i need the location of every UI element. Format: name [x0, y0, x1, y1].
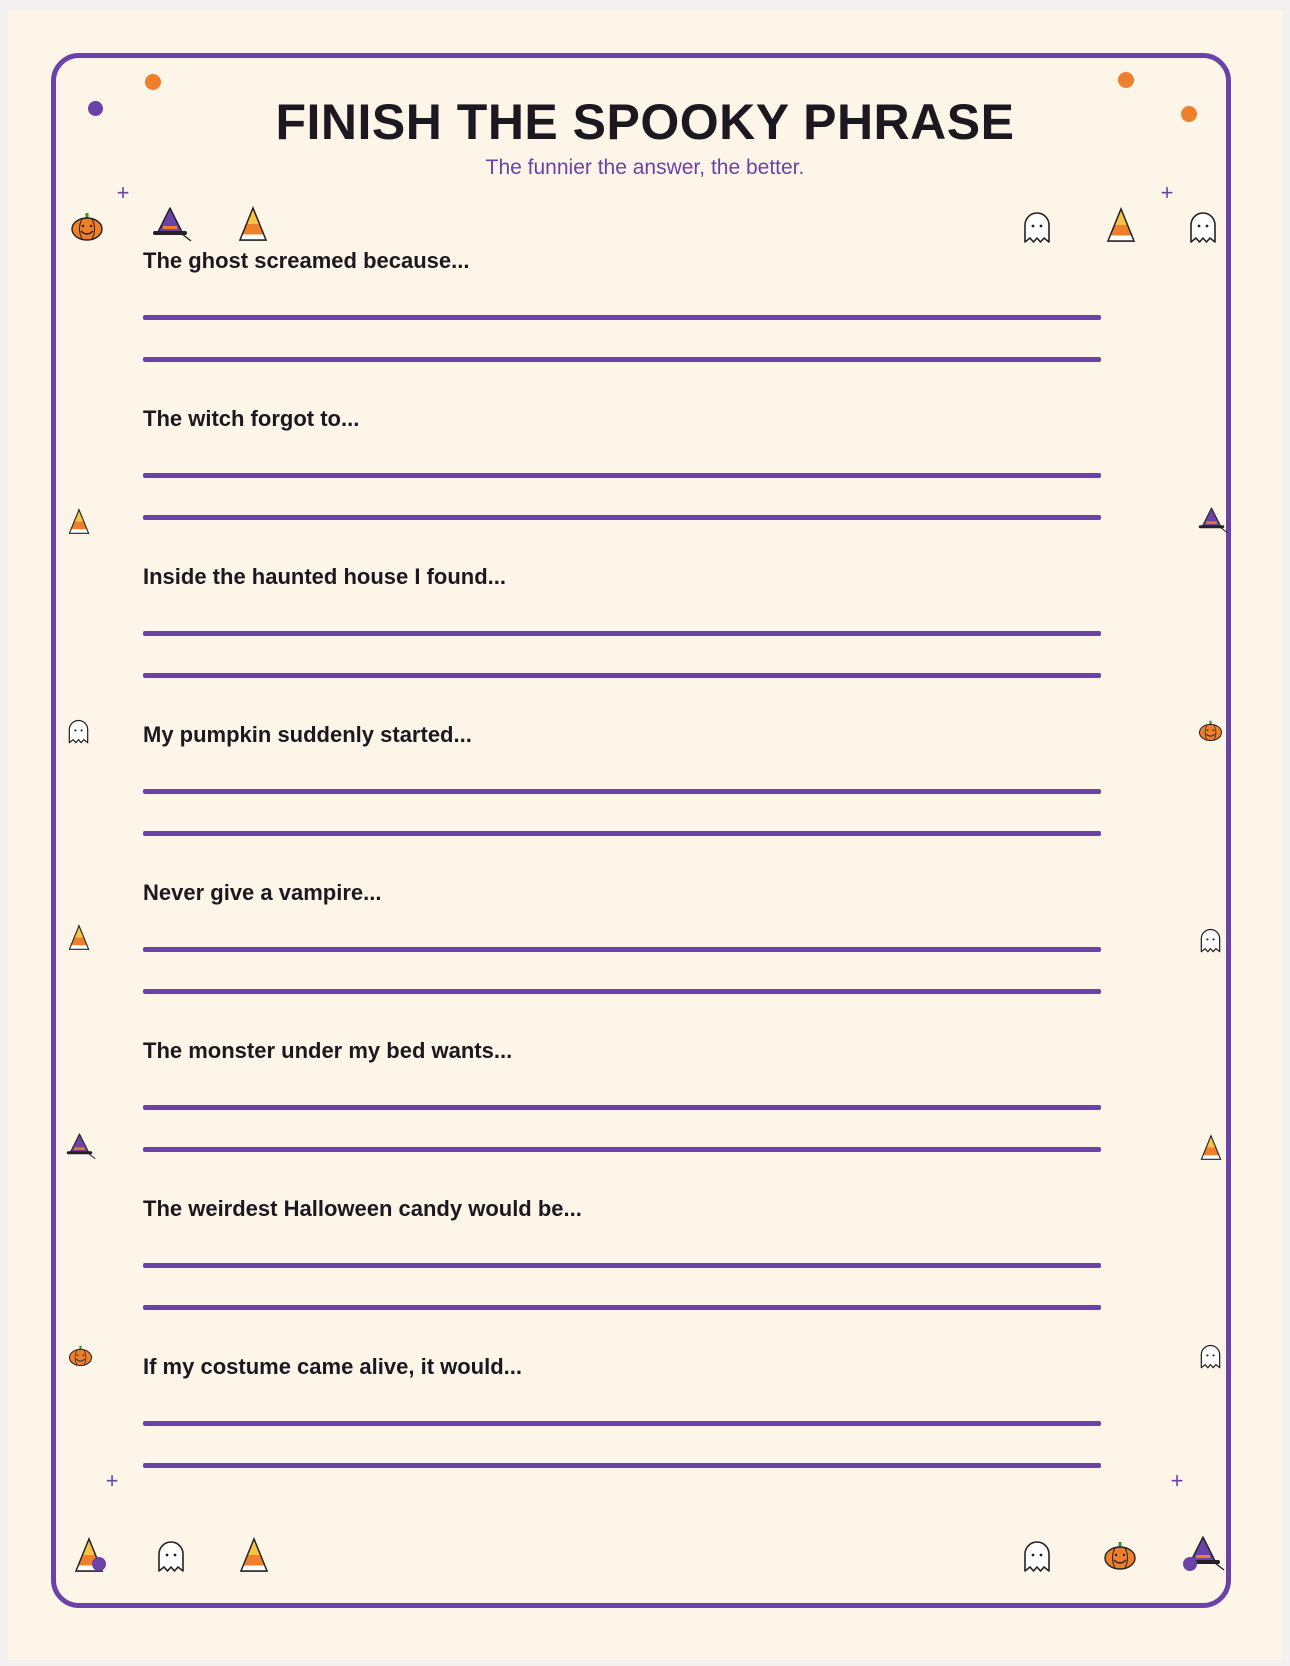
prompt-text: The witch forgot to...: [143, 406, 360, 431]
answer-line[interactable]: [143, 789, 1101, 794]
pumpkin-icon: [1198, 720, 1223, 747]
answer-line[interactable]: [143, 1305, 1101, 1310]
prompt-text: The ghost screamed because...: [143, 248, 470, 273]
answer-line[interactable]: [143, 947, 1101, 952]
answer-line[interactable]: [143, 473, 1101, 478]
sparkle-icon: +: [105, 1468, 119, 1493]
prompt-item: [0, 1354, 1290, 1514]
sparkle-icon: +: [116, 180, 130, 205]
ghost-icon: [67, 719, 90, 750]
prompt-text: Never give a vampire...: [143, 880, 382, 905]
pumpkin-icon: [68, 1345, 93, 1372]
prompt-text: Inside the haunted house I found...: [143, 564, 506, 589]
answer-line[interactable]: [143, 989, 1101, 994]
prompt-item: [0, 406, 1290, 566]
answer-line[interactable]: [143, 515, 1101, 520]
prompt-item: [0, 1196, 1290, 1356]
answer-line[interactable]: [143, 673, 1101, 678]
sparkle-icon: +: [1170, 1468, 1184, 1493]
answer-line[interactable]: [143, 831, 1101, 836]
orange-dot: [1118, 72, 1134, 88]
prompt-item: [0, 564, 1290, 724]
prompt-item: [0, 248, 1290, 408]
candy-corn-icon: [68, 924, 90, 956]
orange-dot: [1181, 106, 1197, 122]
witch-hat-icon: [152, 206, 192, 247]
page-subtitle: The funnier the answer, the better.: [485, 156, 805, 179]
pumpkin-icon: [70, 212, 104, 247]
candy-corn-icon: [68, 508, 90, 540]
answer-line[interactable]: [143, 1147, 1101, 1152]
answer-line[interactable]: [143, 631, 1101, 636]
answer-line[interactable]: [143, 1463, 1101, 1468]
witch-hat-icon: [1198, 506, 1228, 539]
candy-corn-icon: [238, 206, 268, 247]
pumpkin-icon: [1103, 1541, 1137, 1576]
candy-corn-icon: [1106, 207, 1136, 248]
answer-line[interactable]: [143, 1263, 1101, 1268]
candy-corn-icon: [1200, 1134, 1222, 1166]
purple-dot: [88, 101, 103, 116]
ghost-icon: [1199, 928, 1222, 959]
answer-line[interactable]: [143, 357, 1101, 362]
ghost-icon: [1022, 211, 1052, 250]
prompt-text: The monster under my bed wants...: [143, 1038, 513, 1063]
prompt-text: My pumpkin suddenly started...: [143, 722, 472, 747]
prompt-item: [0, 1038, 1290, 1198]
witch-hat-icon: [66, 1132, 96, 1165]
prompt-text: The weirdest Halloween candy would be...: [143, 1196, 582, 1221]
answer-line[interactable]: [143, 315, 1101, 320]
page-title: FINISH THE SPOOKY PHRASE: [275, 94, 1015, 150]
purple-dot: [1183, 1557, 1197, 1571]
prompt-text: If my costume came alive, it would...: [143, 1354, 523, 1379]
candy-corn-icon: [239, 1537, 269, 1578]
prompt-item: [0, 880, 1290, 1040]
prompt-item: [0, 722, 1290, 882]
orange-dot: [145, 74, 161, 90]
ghost-icon: [1022, 1540, 1052, 1579]
ghost-icon: [156, 1540, 186, 1579]
answer-line[interactable]: [143, 1421, 1101, 1426]
answer-line[interactable]: [143, 1105, 1101, 1110]
ghost-icon: [1199, 1344, 1222, 1375]
ghost-icon: [1188, 211, 1218, 250]
purple-dot: [92, 1557, 106, 1571]
sparkle-icon: +: [1160, 180, 1174, 205]
